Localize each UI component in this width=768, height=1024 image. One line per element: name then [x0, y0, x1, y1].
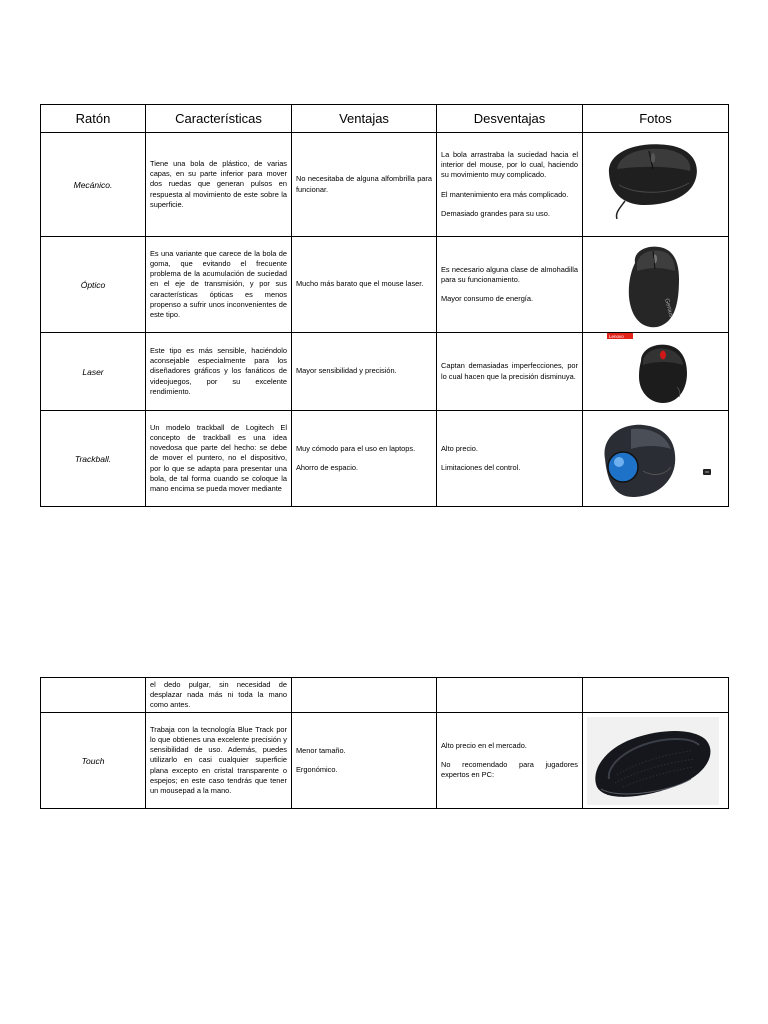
row-name-laser: Laser	[41, 333, 146, 411]
ventajas-cell	[292, 333, 437, 411]
row-name-trackball: Trackball.	[41, 411, 146, 507]
ventaja-item: Ahorro de espacio.	[296, 463, 359, 472]
header-ventajas: Ventajas	[292, 105, 437, 133]
caracteristicas-text: Tiene una bola de plástico, de varias capas, en su parte inferior para mover dos ruedas que generan pulsos en respuesta al movimiento de este sobre la superficie.	[150, 159, 287, 209]
empty-cell	[41, 678, 146, 713]
caracteristicas-cell	[146, 678, 292, 713]
desventaja-item: Captan demasiadas imperfecciones, por lo cual hacen que la precisión disminuya.	[441, 361, 578, 381]
caracteristicas-cell	[146, 411, 292, 507]
ventaja-item: No necesitaba de alguna alfombrilla para funcionar.	[296, 174, 432, 194]
desventajas-cell	[437, 133, 583, 237]
desventaja-item: La bola arrastraba la suciedad hacia el interior del mouse, por lo cual, haciendo su movimiento muy complicado.	[441, 150, 578, 180]
ventaja-item: Menor tamaño.	[296, 745, 346, 755]
caracteristicas-text: Un modelo trackball de Logitech El concepto de trackball es una idea novedosa que parte del hecho: se debe de mover el puntero, no el dispositivo, por lo que se adapta para presentar una bola, de tal forma cuando se coloque la mano encima se pueda mover mediante	[150, 423, 287, 493]
header-desventajas: Desventajas	[437, 105, 583, 133]
ventajas-cell	[292, 237, 437, 333]
header-fotos: Fotos	[583, 105, 729, 133]
caracteristicas-text: el dedo pulgar, sin necesidad de desplazar nada más ni toda la mano como antes.	[150, 679, 287, 710]
foto-cell	[583, 411, 729, 507]
ventajas-cell	[292, 133, 437, 237]
table-row	[41, 713, 729, 809]
row-name-touch: Touch	[41, 713, 146, 809]
foto-cell	[583, 713, 729, 809]
desventaja-item: Demasiado grandes para su uso.	[441, 208, 550, 218]
desventajas-cell	[437, 713, 583, 809]
desventaja-item: Alto precio en el mercado.	[441, 740, 527, 750]
table-row	[41, 678, 729, 713]
table-header-row	[41, 105, 729, 133]
empty-cell	[292, 678, 437, 713]
caracteristicas-cell	[146, 713, 292, 809]
desventaja-item: Limitaciones del control.	[441, 463, 521, 472]
table-row	[41, 333, 729, 411]
desventaja-item: Alto precio.	[441, 443, 478, 453]
ventajas-cell	[292, 713, 437, 809]
foto-cell	[583, 333, 729, 411]
mechanical-mouse-photo	[597, 139, 707, 219]
table-row	[41, 411, 729, 507]
foto-cell	[583, 133, 729, 237]
caracteristicas-cell	[146, 237, 292, 333]
empty-cell	[583, 678, 729, 713]
foto-cell	[583, 237, 729, 333]
optical-mouse-photo	[617, 245, 687, 329]
empty-cell	[437, 678, 583, 713]
mouse-comparison-table	[40, 104, 729, 507]
touch-mouse-photo	[587, 717, 719, 805]
caracteristicas-cell	[146, 333, 292, 411]
desventaja-item: El mantenimiento era más complicado.	[441, 189, 569, 199]
header-caracteristicas: Características	[146, 105, 292, 133]
mouse-comparison-table-continued	[40, 677, 729, 809]
desventajas-cell	[437, 411, 583, 507]
caracteristicas-cell	[146, 133, 292, 237]
desventaja-item: Es necesario alguna clase de almohadilla para su funcionamiento.	[441, 264, 578, 284]
laser-mouse-photo	[605, 331, 715, 407]
caracteristicas-text: Este tipo es más sensible, haciéndolo aconsejable especialmente para los diseñadores gráficos y los fanáticos de videojuegos, por su excelente rendimiento.	[150, 346, 287, 396]
desventaja-item: No recomendado para jugadores expertos en PC:	[441, 759, 578, 780]
ventajas-cell	[292, 411, 437, 507]
table-row	[41, 237, 729, 333]
svg-text:Genius: Genius	[663, 297, 674, 318]
caracteristicas-text: Es una variante que carece de la bola de goma, que evitando el frecuente problema de la acumulación de suciedad en el eje de transmisión, y por sus características ópticas es menos propenso a sufrir unos inconvenientes de este tipo.	[150, 249, 287, 319]
desventajas-cell	[437, 237, 583, 333]
ventaja-item: Muy cómodo para el uso en laptops.	[296, 443, 416, 453]
row-name-optico: Óptico	[41, 237, 146, 333]
desventaja-item: Mayor consumo de energía.	[441, 294, 534, 304]
row-name-mecanico: Mecánico.	[41, 133, 146, 237]
desventajas-cell	[437, 333, 583, 411]
table-row	[41, 133, 729, 237]
ventaja-item: Mayor sensibilidad y precisión.	[296, 366, 397, 376]
header-raton: Ratón	[41, 105, 146, 133]
ventaja-item: Ergonómico.	[296, 765, 338, 774]
trackball-mouse-photo	[591, 419, 721, 501]
ventaja-item: Mucho más barato que el mouse laser.	[296, 279, 424, 289]
caracteristicas-text: Trabaja con la tecnología Blue Track por lo que obtienes una excelente precisión y sensibilidad de uso. Además, puedes utilizarlo en casi cualquier superficie plana excepto en cristal transparente o espejos; en este caso tendrás que tener un mousepad a la mano.	[150, 725, 287, 795]
lenovo-logo: Lenovo	[609, 334, 624, 339]
